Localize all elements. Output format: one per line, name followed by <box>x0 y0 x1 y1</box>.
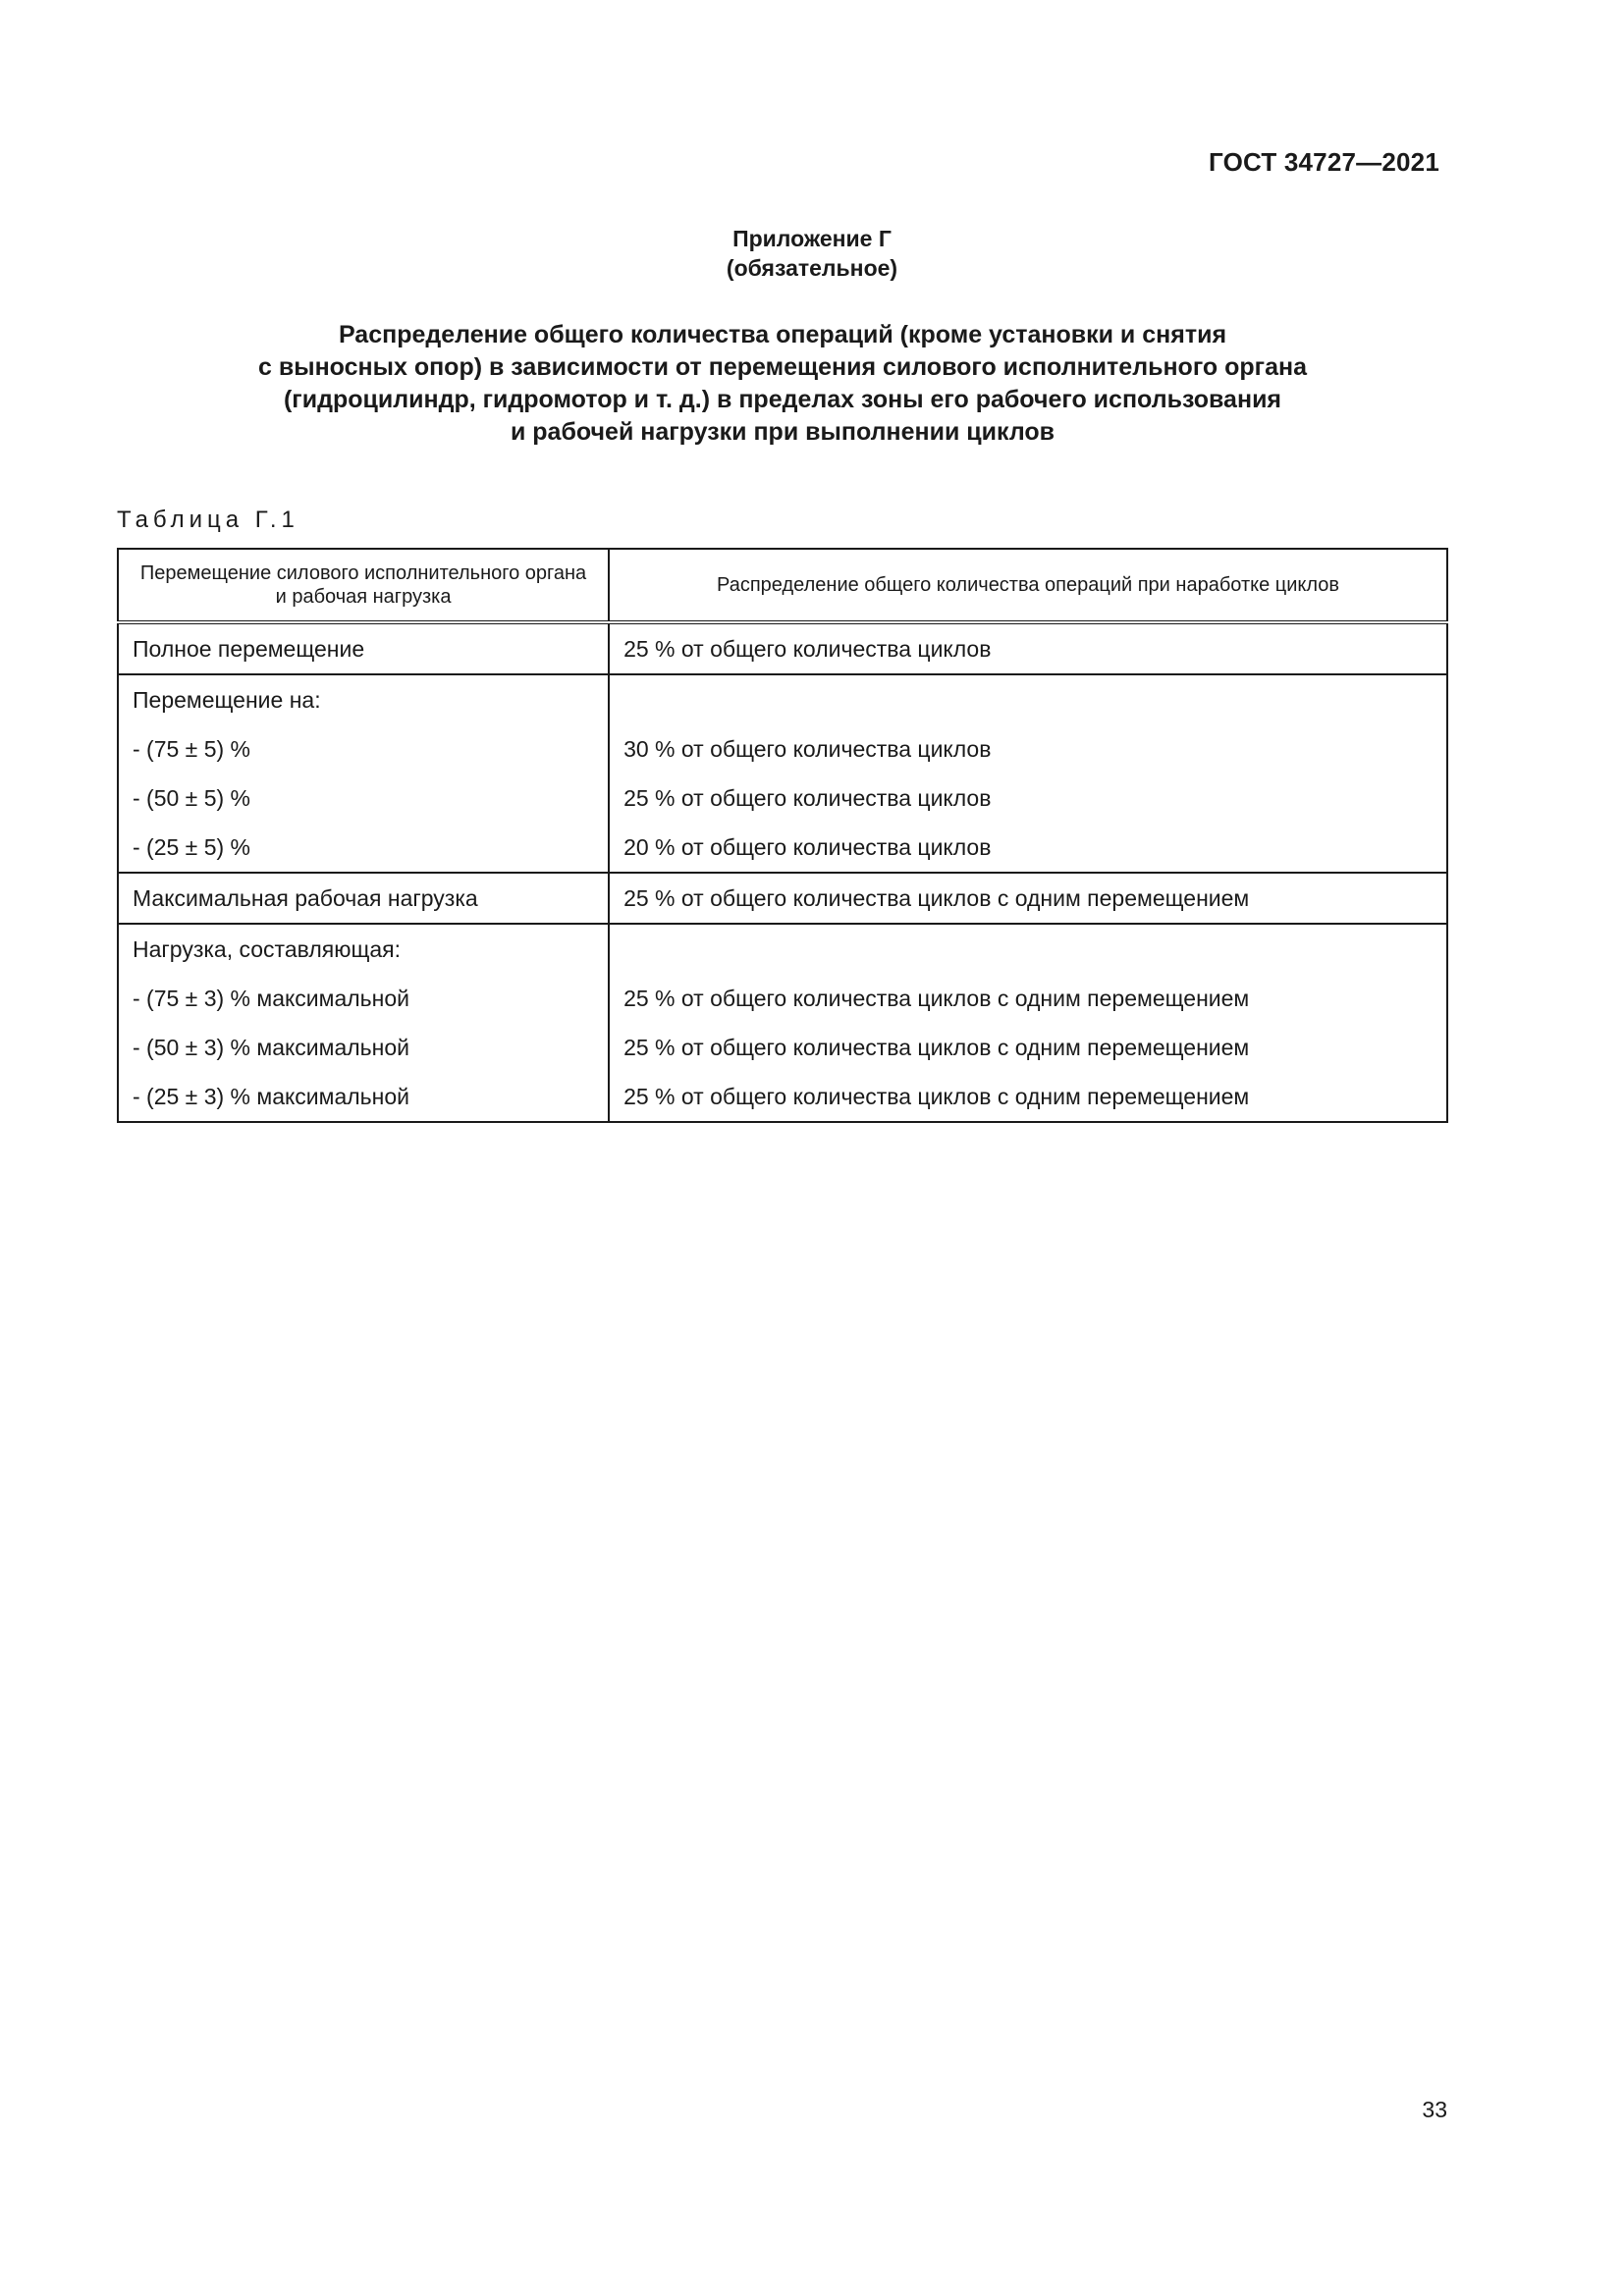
appendix-title-line: и рабочей нагрузки при выполнении циклов <box>510 418 1056 446</box>
table-cell: - (50 ± 3) % максимальной <box>118 1023 609 1072</box>
table-row <box>118 774 1447 823</box>
appendix-title <box>0 319 1565 449</box>
table-cell: - (75 ± 5) % <box>118 724 609 774</box>
appendix-heading <box>0 224 1624 283</box>
table-cell: - (25 ± 5) % <box>118 823 609 873</box>
table-cell: 25 % от общего количества циклов с одним перемещением <box>609 974 1447 1023</box>
table-row <box>118 674 1447 724</box>
table-cell: 25 % от общего количества циклов с одним перемещением <box>609 873 1447 924</box>
table-cell: Максимальная рабочая нагрузка <box>118 873 609 924</box>
header-cell-distribution: Распределение общего количества операций при наработке циклов <box>609 549 1447 622</box>
table-cell: 25 % от общего количества циклов с одним перемещением <box>609 1072 1447 1122</box>
table-cell: 25 % от общего количества циклов с одним перемещением <box>609 1023 1447 1072</box>
table-row <box>118 1023 1447 1072</box>
table-row <box>118 724 1447 774</box>
appendix-title-line: Распределение общего количества операций (кроме установки и снятия <box>338 321 1227 348</box>
table-cell: Полное перемещение <box>118 622 609 674</box>
table-cell: 20 % от общего количества циклов <box>609 823 1447 873</box>
appendix-status: (обязательное) <box>726 255 898 281</box>
table-row <box>118 1072 1447 1122</box>
page-number: 33 <box>1422 2097 1447 2122</box>
table-caption: Таблица Г.1 <box>117 507 299 533</box>
document-code: ГОСТ 34727—2021 <box>1209 147 1439 177</box>
table-cell: Нагрузка, составляющая: <box>118 924 609 974</box>
table-row <box>118 622 1447 674</box>
table-row <box>118 823 1447 873</box>
table-header-row <box>118 549 1447 622</box>
table-cell: 25 % от общего количества циклов <box>609 622 1447 674</box>
table-cell: - (75 ± 3) % максимальной <box>118 974 609 1023</box>
table-cell: - (25 ± 3) % максимальной <box>118 1072 609 1122</box>
appendix-title-line: (гидроцилиндр, гидромотор и т. д.) в пределах зоны его рабочего использования <box>283 386 1282 413</box>
header-cell-movement: Перемещение силового исполнительного органа и рабочая нагрузка <box>118 549 609 622</box>
table-row <box>118 974 1447 1023</box>
table-row <box>118 873 1447 924</box>
appendix-label: Приложение Г <box>732 226 892 251</box>
appendix-title-line: с выносных опор) в зависимости от перемещения силового исполнительного органа <box>258 353 1307 381</box>
table-cell: 30 % от общего количества циклов <box>609 724 1447 774</box>
table-cell: Перемещение на: <box>118 674 609 724</box>
table-cell: 25 % от общего количества циклов <box>609 774 1447 823</box>
table-cell: - (50 ± 5) % <box>118 774 609 823</box>
table-row <box>118 924 1447 974</box>
table-cell <box>609 674 1447 724</box>
distribution-table <box>117 548 1448 1123</box>
table-cell <box>609 924 1447 974</box>
